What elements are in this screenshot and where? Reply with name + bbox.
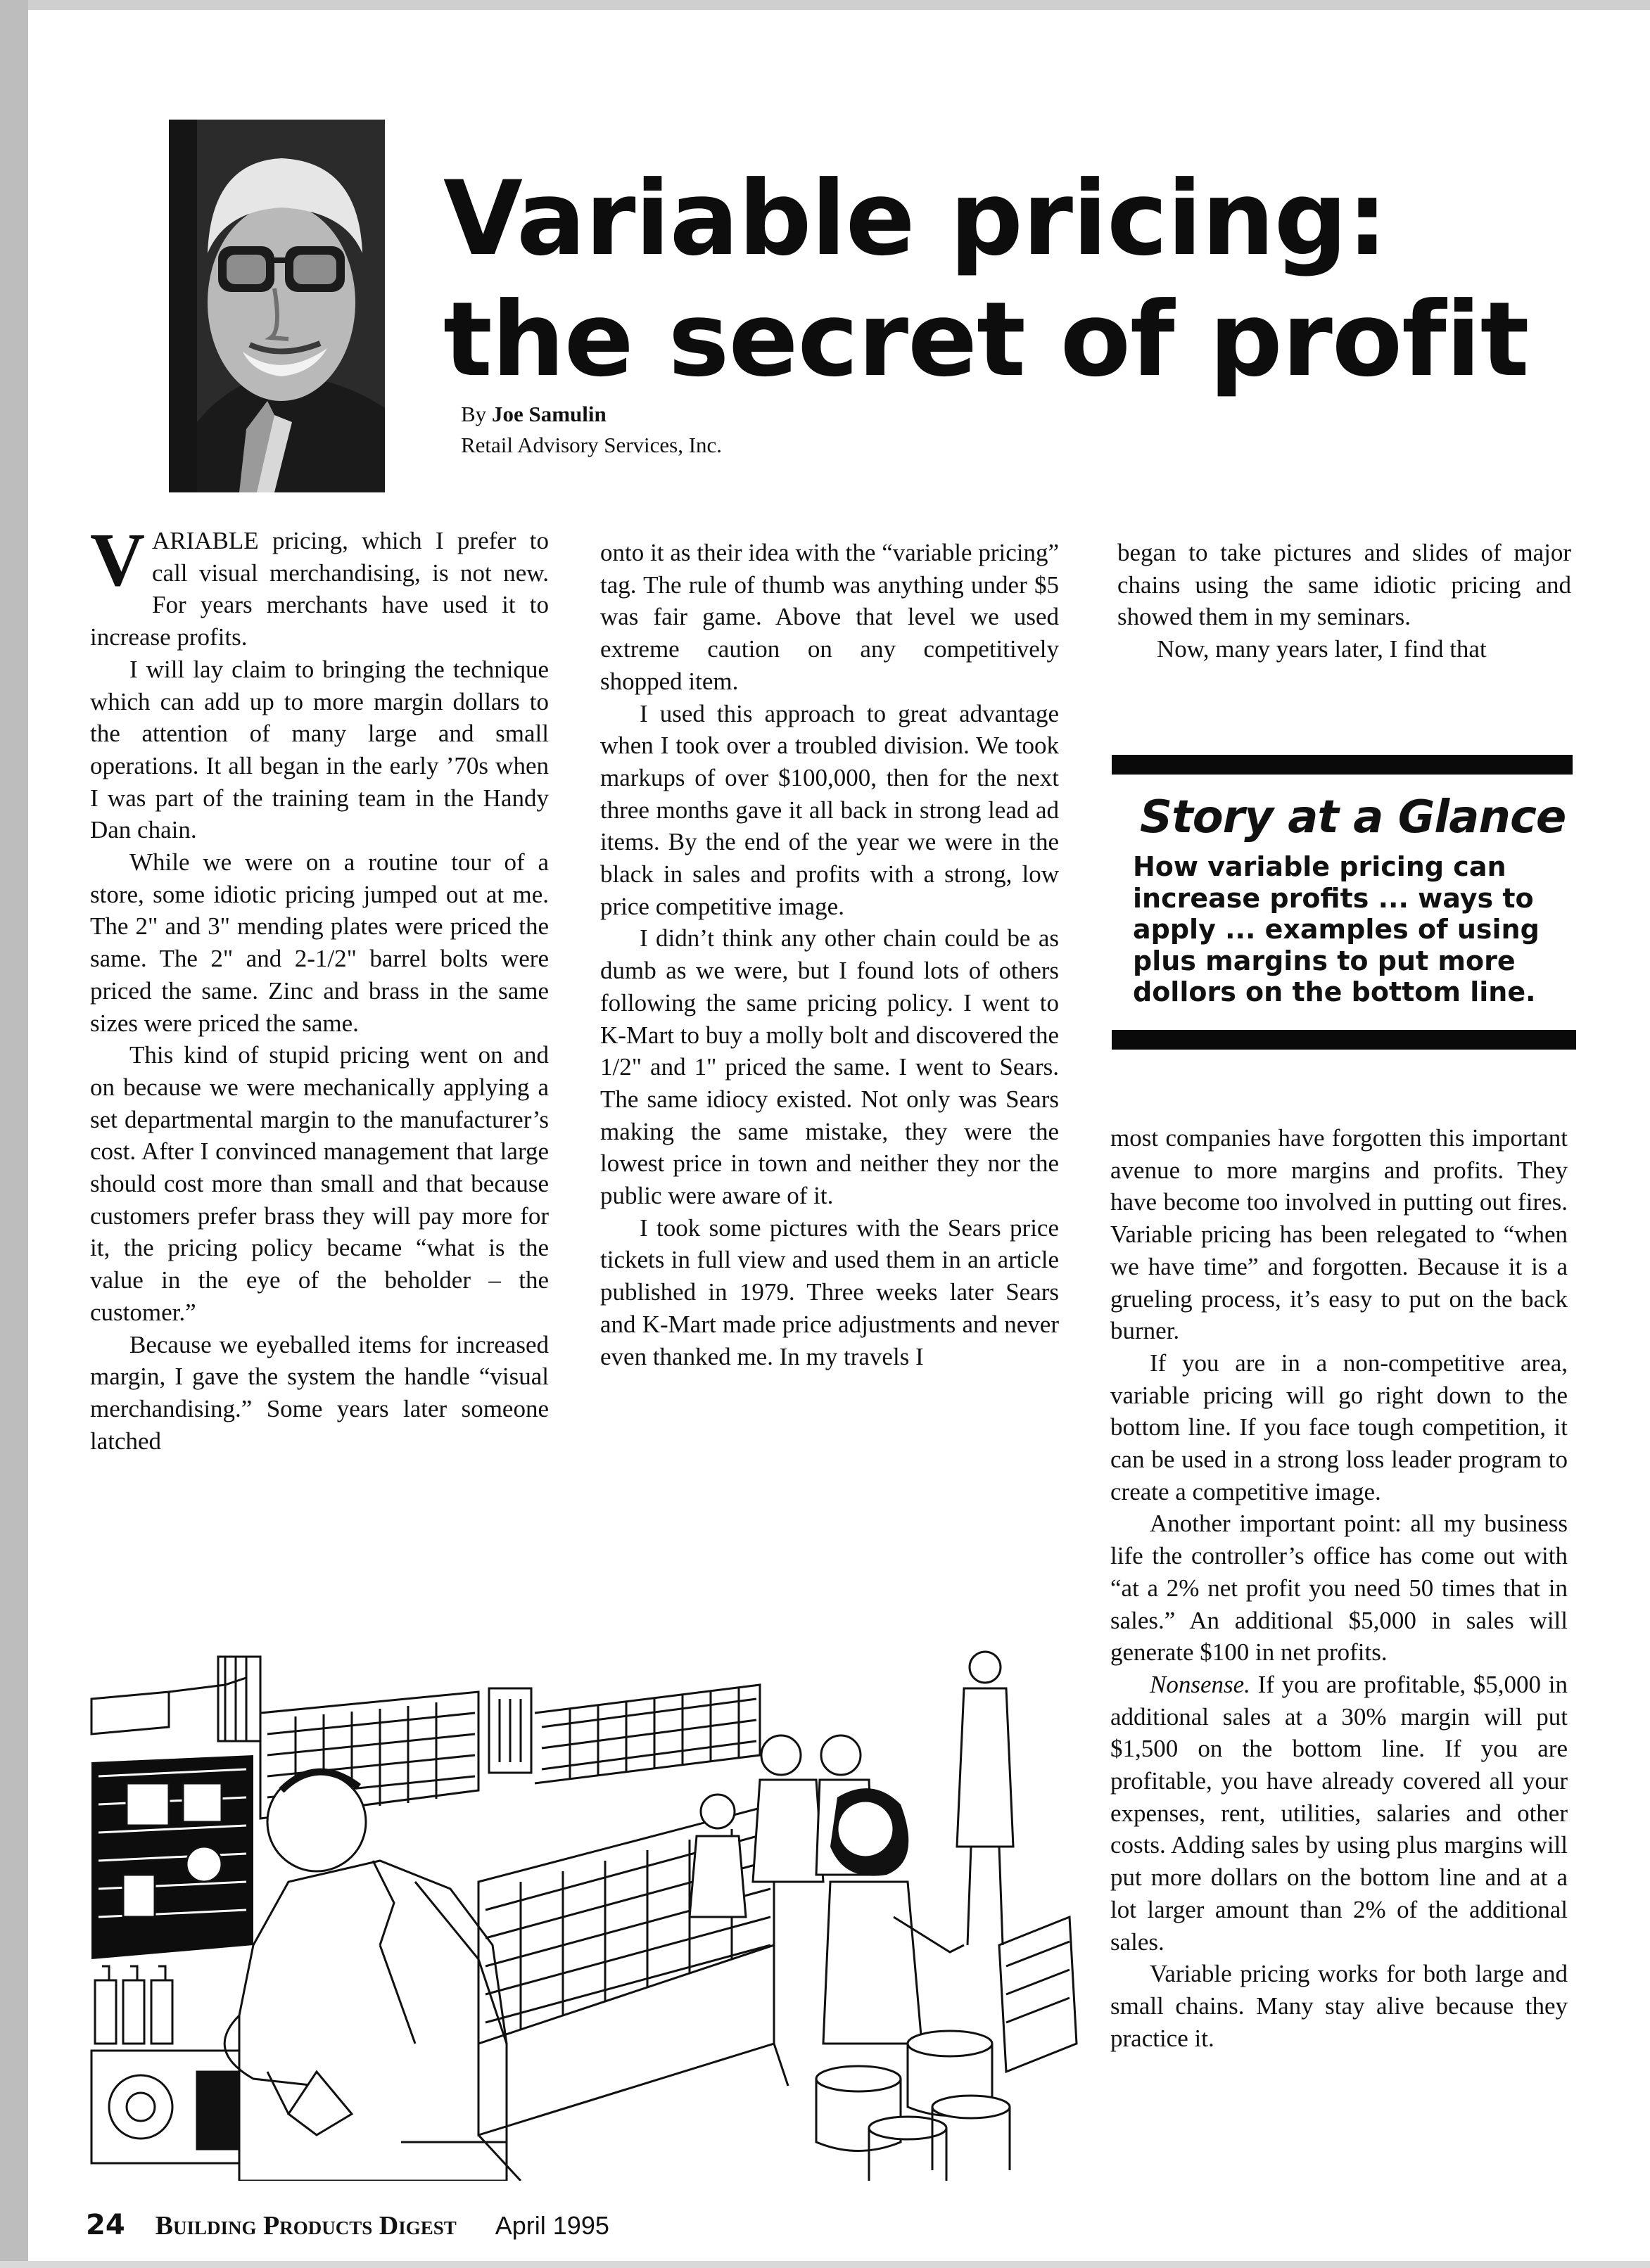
author-affiliation: Retail Advisory Services, Inc. [461,433,723,457]
paragraph-text: ARIABLE pricing, which I prefer to call visual merchandising, is not new. For years merchants have used it to increase profits. [90,527,549,651]
title-line-1: Variable pricing: [443,159,1388,279]
article-column-1 [90,518,549,1457]
author-name: Joe Samulin [491,402,607,426]
page-footer [86,2208,609,2243]
article-title [443,158,1541,400]
page-edge-bottom [0,2261,1650,2268]
paragraph: Because we eyeballed items for increased margin, I gave the system the handle “visual merchandising.” Some years later someone latched [90,1330,549,1455]
article-column-2 [600,537,1059,1372]
paragraph: While we were on a routine tour of a store, some idiotic pricing jumped out at me. The 2" and 3" mending plates were priced the same. The 2" and 2-1/2" barrel bolts were priced the same. Zinc and brass in the same sizes were priced the same. [90,848,549,1037]
publication-name: Building Products Digest [155,2211,457,2241]
page-edge [0,0,1650,10]
paragraph: Another important point: all my business life the controller’s office has come out with “at a 2% net profit you need 50 times that in sales.” An additional $5,000 in sales will generate $100 in net profits. [1110,1510,1568,1667]
paragraph [90,518,549,654]
paragraph: I used this approach to great advantage when I took over a troubled division. We took markups of over $100,000, then for the next three months gave it all back in strong lead ad items. By the end of the year we were in the black in sales and profits with a strong, low price competitive image. [600,699,1059,920]
author-portrait-image [169,120,385,492]
paragraph-text: If you are profitable, $5,000 in additional sales at a 30% margin will put $1,500 on the bottom line. If you are profitable, you have already covered all your expenses, rent, utilities, salaries and other costs. Adding sales by using plus margins will put more dollars on the bottom line and at a lot larger amount than 2% of the additional sales. [1110,1670,1568,1956]
byline-prefix: By [461,402,487,426]
paragraph: onto it as their idea with the “variable pricing” tag. The rule of thumb was anything under $5 was fair game. Above that level we used extreme caution on any competitively shopped item. [600,539,1059,695]
issue-date: April 1995 [495,2211,609,2240]
glance-rule-bottom [1112,1030,1576,1050]
emphasis-text: Nonsense. [1150,1670,1250,1698]
paragraph: I didn’t think any other chain could be as dumb as we were, but I found lots of others following the same pricing policy. I went to K-Mart to buy a molly bolt and discovered the 1/2" and 1" priced the same. I went to Sears. The same idiocy existed. Not only was Sears making the same mistake, they were the lowest price in town and neither they nor the public were aware of it. [600,924,1059,1210]
glance-rule-top [1112,755,1573,775]
glance-title: Story at a Glance [1140,791,1566,843]
title-line-2: the secret of profit [443,280,1529,400]
paragraph: I will lay claim to bringing the technique which can add up to more margin dollars to the attention of many large and small operations. It all began in the early ’70s when I was part of the training team in the Handy Dan chain. [90,655,549,844]
paragraph: most companies have forgotten this important avenue to more margins and profits. They have become too involved in putting out fires. Variable pricing has been relegated to “when we have time” and forgotten. Because it is a grueling process, it’s easy to put on the back burner. [1110,1124,1568,1345]
glance-summary: How variable pricing can increase profits ... ways to apply ... examples of using plus margins to put more dollors on the bottom line. [1133,851,1540,1007]
page-edge-left [0,0,28,2268]
page-number: 24 [86,2209,125,2241]
hardware-store-illustration [84,1650,1084,2181]
paragraph: If you are in a non-competitive area, variable pricing will go right down to the bottom line. If you face tough competition, it can be used in a strong loss leader program to create a competitive image. [1110,1349,1568,1505]
paragraph: began to take pictures and slides of major chains using the same idiotic pricing and showed them in my seminars. [1117,539,1571,631]
author-photo [169,120,385,492]
article-column-3-top [1117,537,1571,665]
paragraph: Now, many years later, I find that [1157,635,1487,663]
byline [461,399,1024,461]
drop-cap: V [90,518,145,602]
paragraph: Variable pricing works for both large and small chains. Many stay alive because they practice it. [1110,1960,1568,2052]
paragraph: This kind of stupid pricing went on and on because we were mechanically applying a set departmental margin to the manufacturer’s cost. After I convinced management that large should cost more than small and that because customers prefer brass they will pay more for it, the pricing policy became “what is the value in the eye of the beholder – the customer.” [90,1041,549,1326]
paragraph: I took some pictures with the Sears price tickets in full view and used them in an article published in 1979. Three weeks later Sears and K-Mart made price adjustments and never even thanked me. In my travels I [600,1213,1059,1370]
article-column-3-bottom [1110,1122,1568,2054]
paragraph [1110,1669,1568,1958]
